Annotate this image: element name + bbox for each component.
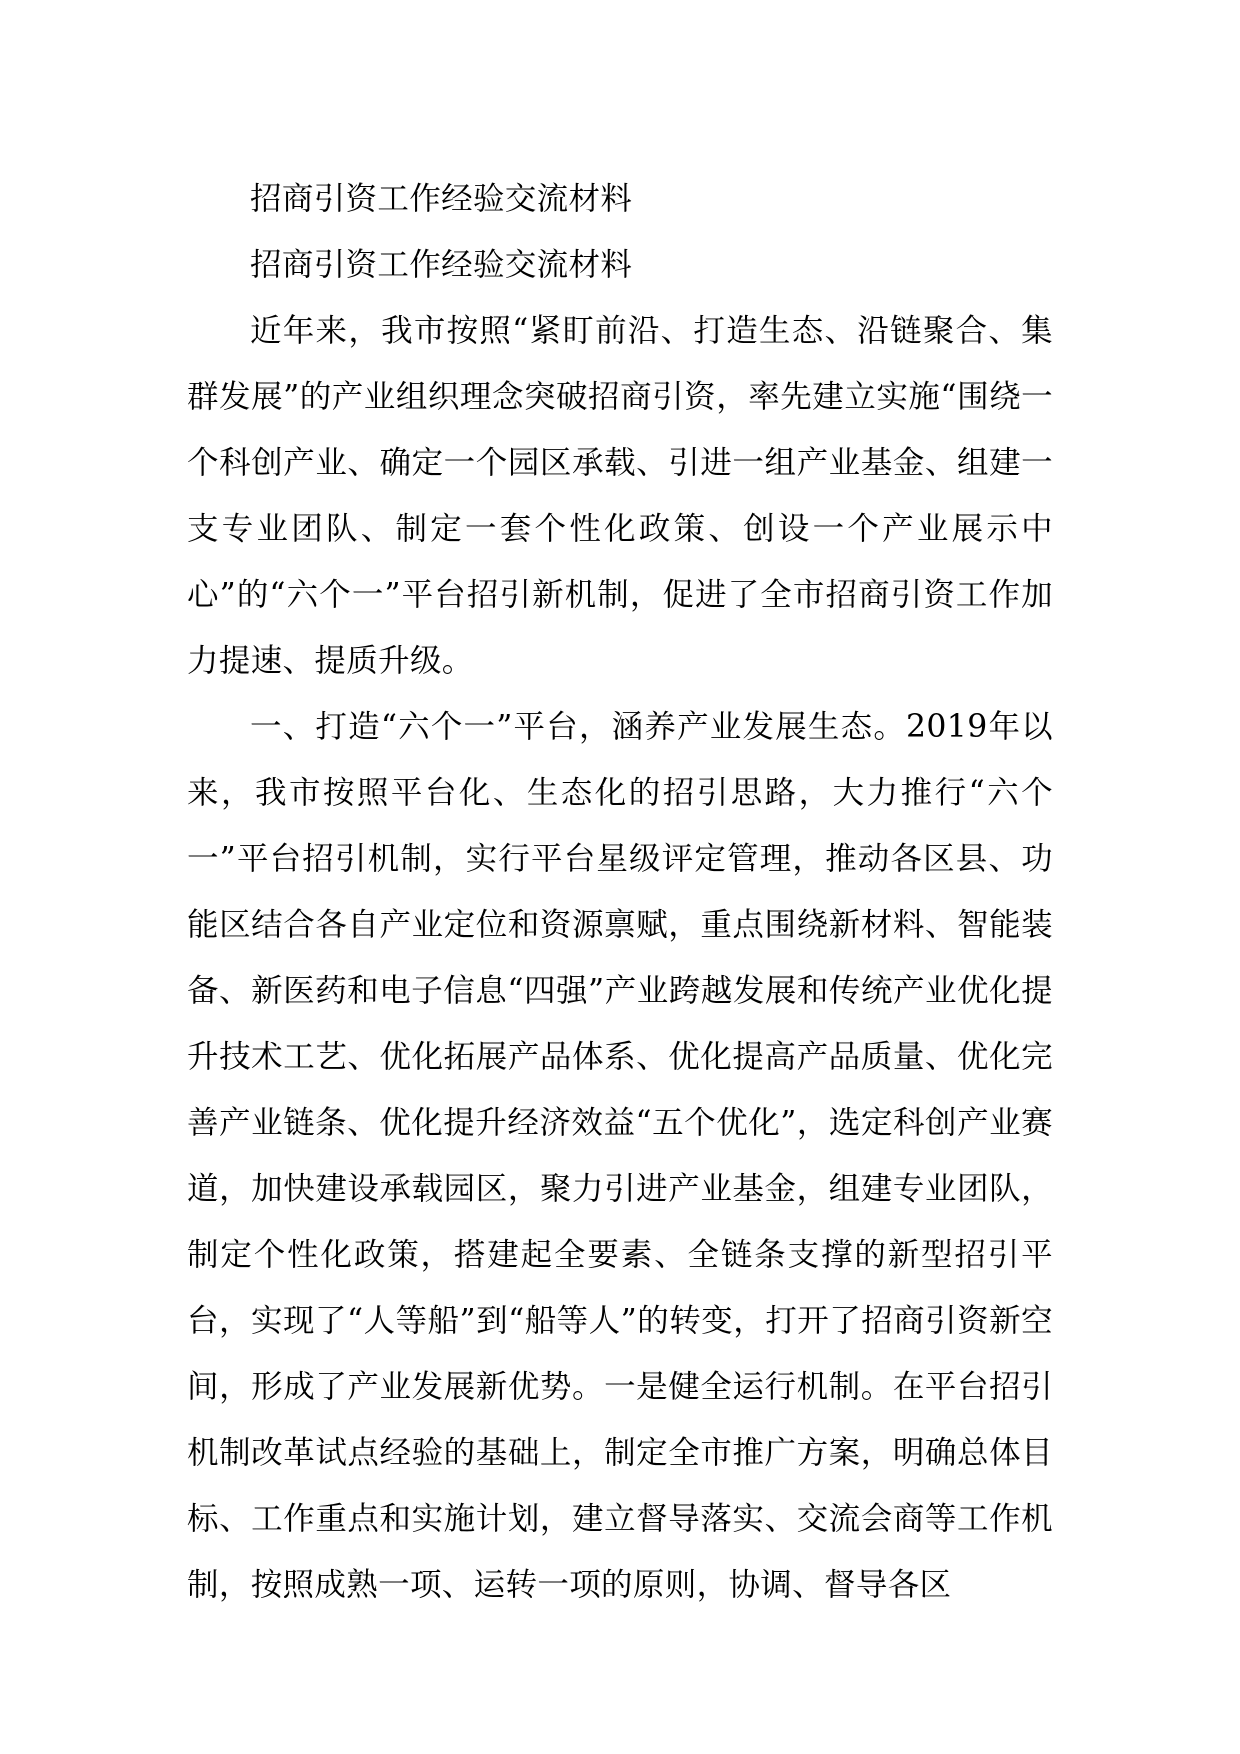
document-body [187, 166, 1053, 1618]
paragraph-intro: 近年来，我市按照“紧盯前沿、打造生态、沿链聚合、集群发展”的产业组织理念突破招商引资，率先建立实施“围绕一个科创产业、确定一个园区承载、引进一组产业基金、组建一支专业团队、制定一套个性化政策、创设一个产业展示中心”的“六个一”平台招引新机制，促进了全市招商引资工作加力提速、提质升级。 [187, 313, 1053, 679]
document-title: 招商引资工作经验交流材料 [250, 181, 633, 217]
document-subtitle: 招商引资工作经验交流材料 [250, 247, 633, 283]
paragraph-section-one: 一、打造“六个一”平台，涵养产业发展生态。2019年以来，我市按照平台化、生态化的招引思路，大力推行“六个一”平台招引机制，实行平台星级评定管理，推动各区县、功能区结合各自产业定位和资源禀赋，重点围绕新材料、智能装备、新医药和电子信息“四强”产业跨越发展和传统产业优化提升技术工艺、优化拓展产品体系、优化提高产品质量、优化完善产业链条、优化提升经济效益“五个优化”，选定科创产业赛道，加快建设承载园区，聚力引进产业基金，组建专业团队，制定个性化政策，搭建起全要素、全链条支撑的新型招引平台，实现了“人等船”到“船等人”的转变，打开了招商引资新空间，形成了产业发展新优势。一是健全运行机制。在平台招引机制改革试点经验的基础上，制定全市推广方案，明确总体目标、工作重点和实施计划，建立督导落实、交流会商等工作机制，按照成熟一项、运转一项的原则，协调、督导各区 [187, 709, 1053, 1603]
